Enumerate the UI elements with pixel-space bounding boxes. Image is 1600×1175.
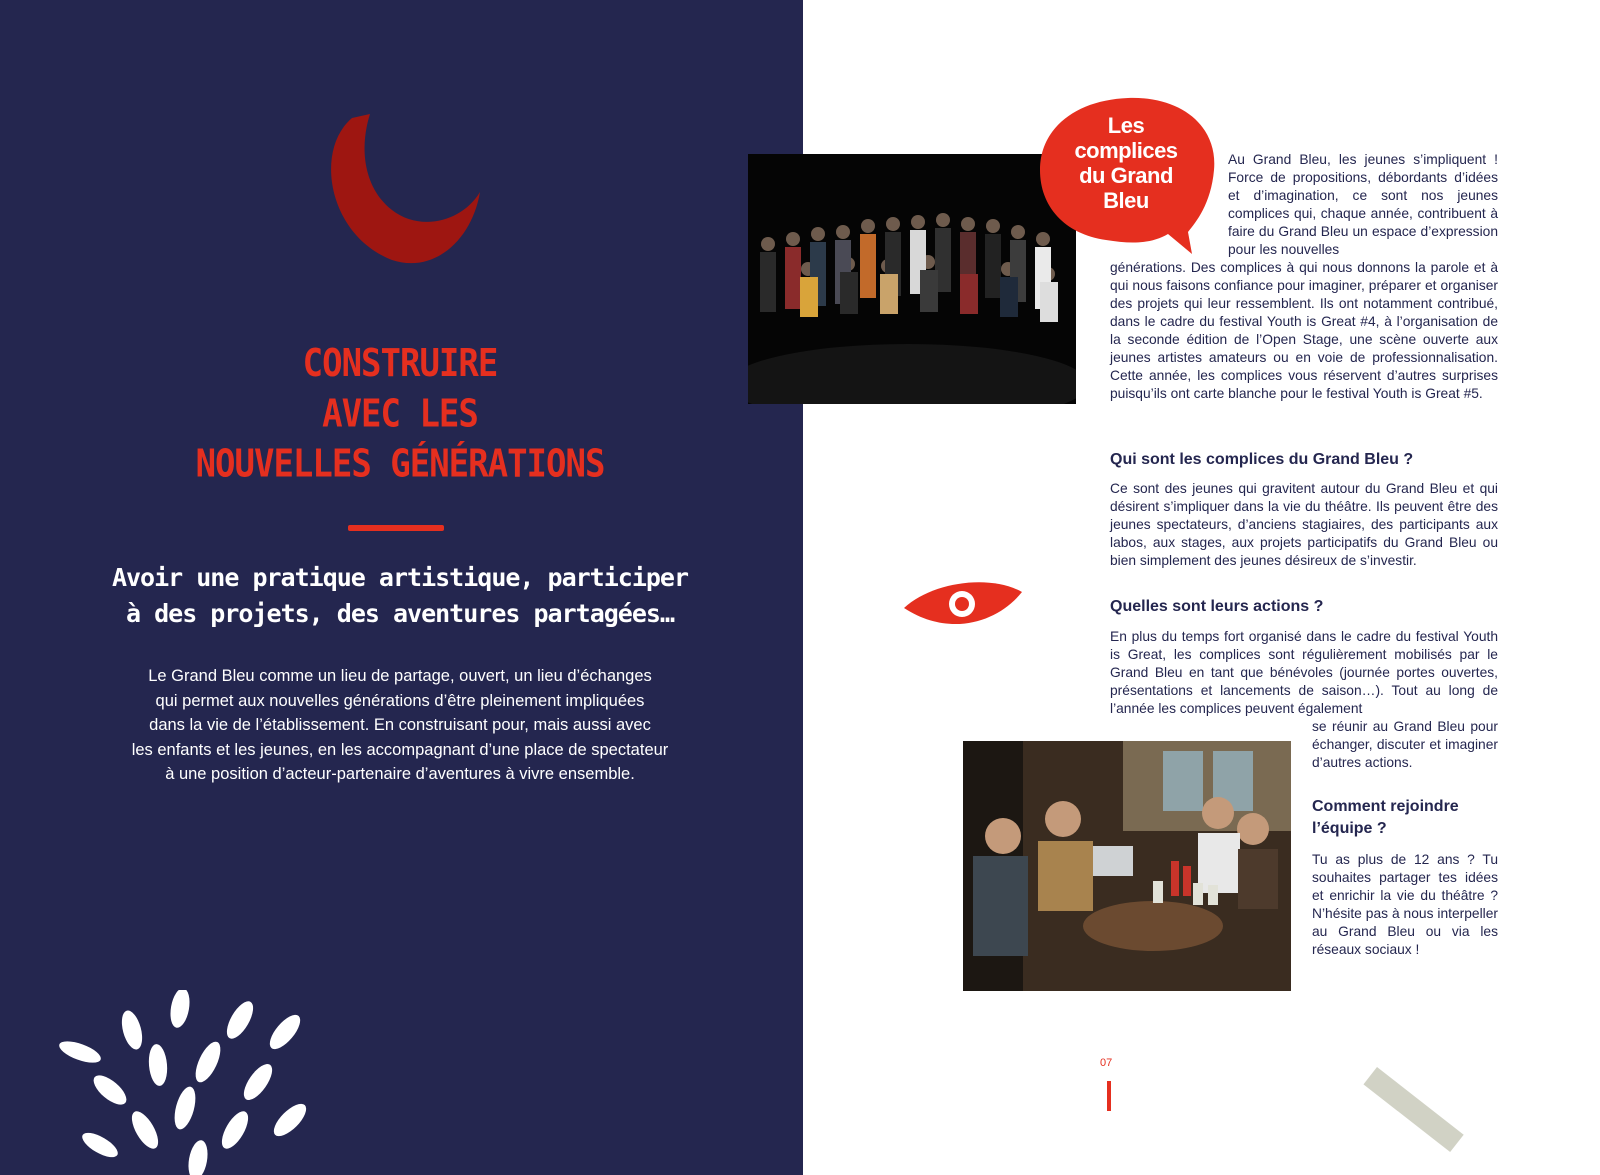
page-number-bar [1107, 1081, 1111, 1111]
heading-who: Qui sont les complices du Grand Bleu ? [1110, 451, 1414, 468]
intro-line-2: qui permet aux nouvelles générations d’être pleinement impliquées [155, 691, 645, 710]
intro-line-3: dans la vie de l’établissement. En construisant pour, mais aussi avec [149, 716, 651, 734]
bubble-line-4: Bleu [1103, 188, 1149, 213]
intro-paragraph-top: Au Grand Bleu, les jeunes s’impliquent ! Force de propositions, débordants d’idées et d’imagination, ce sont nos jeunes complices qui, chaque année, contribuent à faire du Grand Bleu un espace d’expression pour les nouvelles [1228, 152, 1498, 257]
bubble-title [1046, 113, 1206, 213]
intro-paragraph-rest: générations. Des complices à qui nous donnons la parole et à qui nous faisons confiance pour imaginer, préparer et organiser des projets qui leur ressemblent. Ils ont notamment contribué, dans le cadre du festival Youth is Great #4, à l’organisation de la seconde édition de l’Open Stage, une scène ouverte aux jeunes artistes amateurs ou en voie de professionnalisation. Cette année, les complices vous réservent d’autres surprises puisqu’ils ont carte blanche pour le festival Youth is Great #5. [1110, 260, 1498, 401]
leaves-icon [40, 990, 320, 1175]
main-title [120, 339, 680, 490]
paragraph-actions: En plus du temps fort organisé dans le cadre du festival Youth is Great, les complices sont régulièrement mobilisés par le Grand Bleu en tant que bénévoles (journée portes ouvertes, présentations et lancements de saison…). Tout au long de l’année les complices peuvent également [1110, 629, 1498, 716]
title-line-1: CONSTRUIRE [302, 341, 498, 386]
page-number: 07 [1100, 1057, 1113, 1069]
paragraph-who: Ce sont des jeunes qui gravitent autour du Grand Bleu et qui désirent s’impliquer dans la vie du théâtre. Ils peuvent être des jeunes spectateurs, d’anciens stagiaires, des participants aux labos, aux stages, aux projets participatifs du Grand Bleu ou bien simplement des jeunes désireux de s’investir. [1110, 481, 1498, 568]
subtitle-line-2: à des projets, des aventures partagées… [126, 599, 674, 628]
paragraph-join: Tu as plus de 12 ans ? Tu souhaites partager tes idées et enrichir la vie du théâtre ? N’hésite pas à nous interpeller au Grand Bleu ou via les réseaux sociaux ! [1312, 852, 1498, 957]
intro-text [100, 664, 700, 787]
moon-icon [322, 110, 482, 270]
title-divider [348, 525, 444, 531]
bubble-line-3: du Grand [1079, 163, 1173, 188]
subtitle-line-1: Avoir une pratique artistique, participer [111, 563, 689, 592]
photo-meeting [963, 741, 1291, 991]
title-line-3: NOUVELLES GÉNÉRATIONS [195, 441, 605, 487]
bubble-line-2: complices [1074, 138, 1178, 163]
tape-decoration [1363, 1067, 1463, 1152]
bubble-line-1: Les [1107, 113, 1145, 138]
paragraph-actions-end: se réunir au Grand Bleu pour échanger, discuter et imaginer d’autres actions. [1312, 719, 1498, 770]
intro-line-1: Le Grand Bleu comme un lieu de partage, ouvert, un lieu d’échanges [148, 667, 652, 685]
heading-actions: Quelles sont leurs actions ? [1110, 598, 1324, 615]
intro-line-5: à une position d’acteur-partenaire d’aventures à vivre ensemble. [165, 765, 635, 783]
subtitle [100, 560, 700, 632]
title-line-2: AVEC LES [322, 391, 478, 437]
intro-line-4: les enfants et les jeunes, en les accompagnant d’une place de spectateur [131, 740, 669, 759]
photo-group [748, 154, 1076, 404]
eye-icon [902, 578, 1024, 634]
heading-join: Comment rejoindre l’équipe ? [1312, 798, 1459, 837]
